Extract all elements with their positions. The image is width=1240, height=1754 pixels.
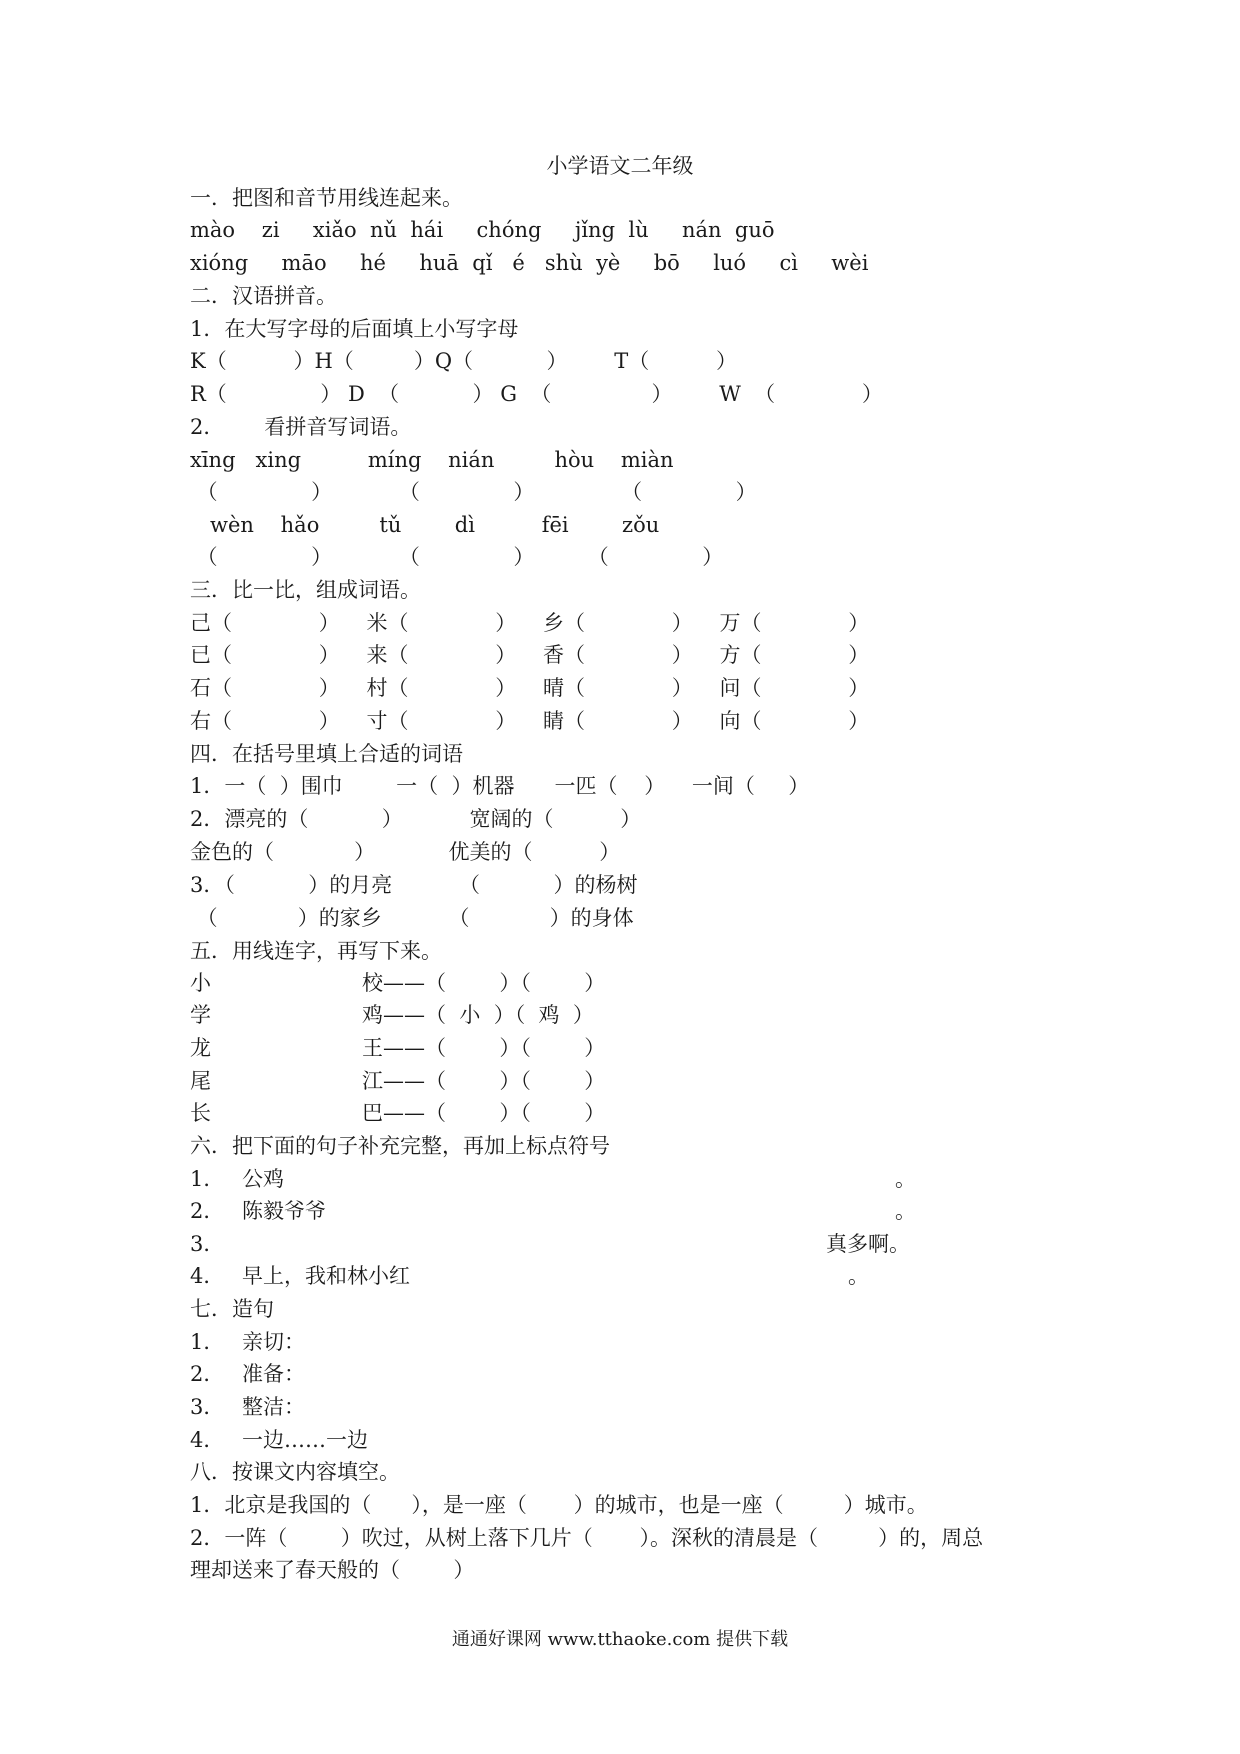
section-4-heading: 四．在括号里填上合适的词语 [190,742,463,766]
blank-line: （ ） （ ） （ ） [190,480,757,504]
match-left-char: 尾 [190,1069,211,1093]
sentence-prompt: 亲切： [242,1330,305,1354]
item-number: 3． [190,1395,225,1419]
compare-row: 右（ ） 寸（ ） 睛（ ） 向（ ） [190,709,870,733]
match-right-item: 鸡——（ 小 ）（ 鸡 ） [362,1003,594,1027]
instruction-line: 2． 看拼音写词语。 [190,415,412,439]
section-5-heading: 五．用线连字，再写下来。 [190,939,442,963]
match-left-char: 龙 [190,1036,211,1060]
fill-line: 1．北京是我国的（ ），是一座（ ）的城市，也是一座（ ）城市。 [190,1493,928,1517]
instruction-line: 1．在大写字母的后面填上小写字母 [190,317,519,341]
match-right-item: 王——（ ）（ ） [362,1036,606,1060]
sentence-prompt: 一边……一边 [242,1428,368,1452]
match-left-char: 长 [190,1101,211,1125]
section-1-heading: 一．把图和音节用线连起来。 [190,186,463,210]
item-number: 1． [190,1330,225,1354]
match-left-char: 学 [190,1003,211,1027]
pinyin-words-1: xīng xing míng nián hòu miàn [190,448,674,472]
blank-line: （ ） （ ） （ ） [190,545,724,569]
letters-line-1: K（ ）H（ ）Q（ ） T（ ） [190,349,737,373]
match-right-item: 江——（ ）（ ） [362,1069,606,1093]
section-8-heading: 八．按课文内容填空。 [190,1460,400,1484]
sentence-start: 早上，我和林小红 [242,1264,410,1288]
sentence-start: 陈毅爷爷 [242,1199,326,1223]
section-6-heading: 六．把下面的句子补充完整，再加上标点符号 [190,1134,610,1158]
compare-row: 石（ ） 村（ ） 晴（ ） 问（ ） [190,676,870,700]
sentence-end: 。 [895,1167,916,1191]
letters-line-2: R（ ） D （ ） G （ ） W （ ） [190,382,883,406]
section-3-heading: 三．比一比，组成词语。 [190,578,421,602]
fill-line: 3．（ ）的月亮 （ ）的杨树 [190,873,638,897]
section-7-heading: 七．造句 [190,1297,274,1321]
fill-line: 2．一阵（ ）吹过，从树上落下几片（ ）。深秋的清晨是（ ）的，周总 [190,1526,984,1550]
section-2-heading: 二．汉语拼音。 [190,284,337,308]
fill-line: 1．一（ ）围巾 一（ ）机器 一匹（ ） 一间（ ） [190,774,810,798]
item-number: 1． [190,1167,225,1191]
pinyin-line-1: mào zi xiǎo nǔ hái chóng jǐng lù nán guō [190,218,775,242]
fill-line: 2．漂亮的（ ） 宽阔的（ ） [190,807,642,831]
item-number: 2． [190,1199,225,1223]
sentence-end: 。 [848,1264,869,1288]
match-left-char: 小 [190,971,211,995]
match-right-item: 校——（ ）（ ） [362,971,606,995]
pinyin-words-2: wèn hǎo tǔ dì fēi zǒu [190,513,660,537]
footer-note: 通通好课网 www.tthaoke.com 提供下载 [451,1629,789,1650]
item-number: 2． [190,1362,225,1386]
sentence-end: 真多啊。 [826,1232,910,1256]
item-number: 4． [190,1428,225,1452]
match-right-item: 巴——（ ）（ ） [362,1101,606,1125]
sentence-prompt: 准备： [242,1362,305,1386]
fill-line: 金色的（ ） 优美的（ ） [190,840,621,864]
compare-row: 已（ ） 来（ ） 香（ ） 方（ ） [190,643,870,667]
item-number: 4． [190,1264,225,1288]
fill-line: 理却送来了春天般的（ ） [190,1558,475,1582]
pinyin-line-2: xióng māo hé huā qǐ é shù yè bō luó cì wèi [190,251,869,275]
fill-line: （ ）的家乡 （ ）的身体 [190,906,634,930]
sentence-start: 公鸡 [242,1167,284,1191]
compare-row: 己（ ） 米（ ） 乡（ ） 万（ ） [190,611,870,635]
page-title: 小学语文二年级 [546,154,694,178]
item-number: 3． [190,1232,225,1256]
sentence-end: 。 [895,1199,916,1223]
sentence-prompt: 整洁： [242,1395,305,1419]
